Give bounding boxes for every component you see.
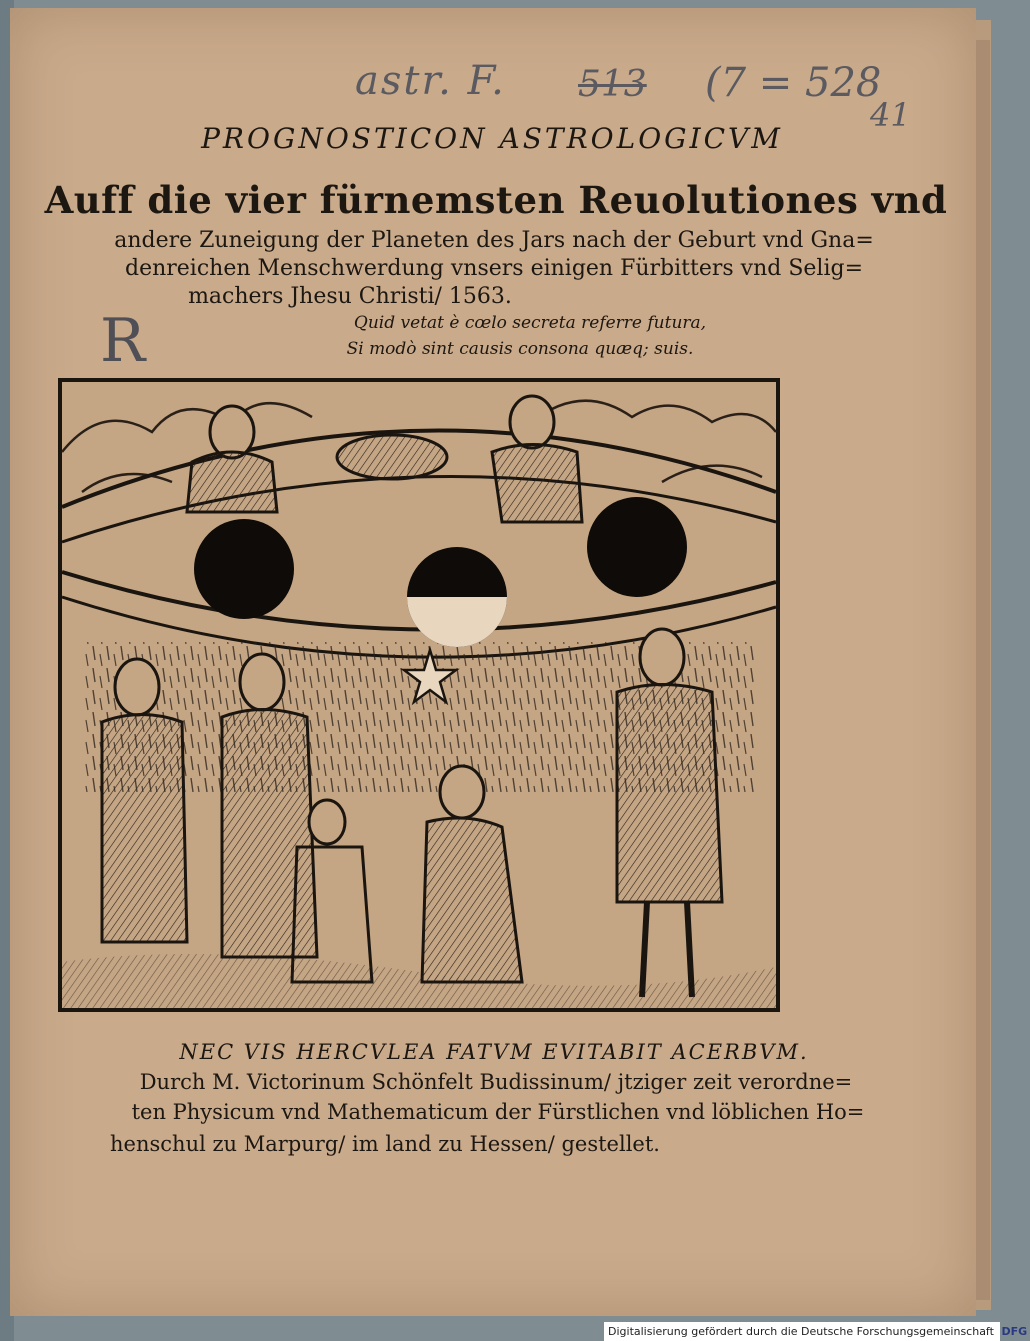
author-line-2: ten Physicum vnd Mathematicum der Fürstlichen vnd löblichen Ho= bbox=[131, 1100, 865, 1124]
figure-soldier bbox=[422, 766, 522, 982]
figure-king-top-left bbox=[187, 406, 277, 512]
main-title: Auff die vier fürnemsten Reuolutiones vnd bbox=[44, 178, 948, 222]
latin-title: PROGNOSTICON ASTROLOGICVM bbox=[201, 122, 783, 155]
latin-motto-line-1: Quid vetat è cœlo secreta referre futura, bbox=[353, 313, 707, 333]
eclipse-disc-center-light bbox=[407, 597, 507, 647]
subtitle-line-3: machers Jhesu Christi/ 1563. bbox=[188, 284, 512, 309]
digitization-footer bbox=[604, 1322, 1028, 1341]
dfg-logo: DFG bbox=[1001, 1325, 1028, 1338]
margin-mark-handwriting: R bbox=[100, 306, 146, 376]
subtitle-line-2: denreichen Menschwerdung vnsers einigen Fürbitters vnd Selig= bbox=[124, 256, 864, 281]
eclipse-disc-left bbox=[194, 519, 294, 619]
shelf-number-handwriting: (7 = 528 bbox=[705, 60, 882, 106]
latin-motto-line-2: Si modò sint causis consona quæq; suis. bbox=[346, 339, 694, 359]
eclipse-disc-right bbox=[587, 497, 687, 597]
folio-number-handwriting: 41 bbox=[870, 96, 911, 134]
author-line-3: henschul zu Marpurg/ im land zu Hessen/ gestellet. bbox=[110, 1132, 660, 1156]
bottom-motto: NEC VIS HERCVLEA FATVM EVITABIT ACERBVM. bbox=[179, 1040, 809, 1064]
footer-text: Digitalisierung gefördert durch die Deutsche Forschungsgemeinschaft bbox=[608, 1325, 994, 1338]
shelfmark-handwriting: astr. F. bbox=[355, 58, 506, 104]
woodcut-illustration bbox=[58, 378, 780, 1012]
figure-bearded-man-top bbox=[492, 396, 582, 522]
figure-crayfish bbox=[337, 435, 447, 479]
woodcut-drawing bbox=[62, 382, 776, 1008]
author-line-1: Durch M. Victorinum Schönfelt Budissinum/ jtziger zeit verordne= bbox=[139, 1070, 853, 1094]
ground bbox=[62, 954, 776, 1008]
subtitle-line-1: andere Zuneigung der Planeten des Jars nach der Geburt vnd Gna= bbox=[114, 228, 874, 253]
struck-shelfmark-handwriting: 513 bbox=[578, 64, 647, 105]
